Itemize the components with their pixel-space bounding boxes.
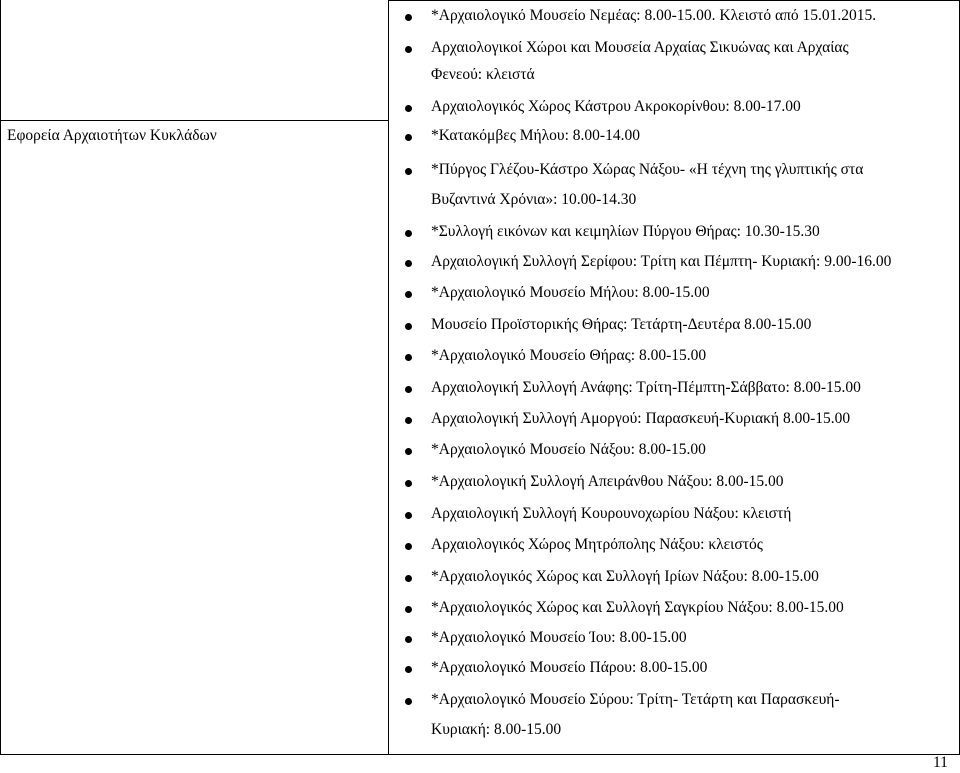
bullet-icon <box>405 698 412 705</box>
list-item-text: Μουσείο Προϊστορικής Θήρας: Τετάρτη-Δευτέρα 8.00-15.00 <box>431 316 812 333</box>
list-item-text: *Κατακόμβες Μήλου: 8.00-14.00 <box>431 127 640 144</box>
list-item-text: *Αρχαιολογικό Μουσείο Μήλου: 8.00-15.00 <box>431 284 710 301</box>
page-number: 11 <box>933 754 948 771</box>
list-item-text: Αρχαιολογικός Χώρος Μητρόπολης Νάξου: κλειστός <box>431 536 763 553</box>
ephoreia-cell: Εφορεία Αρχαιοτήτων Κυκλάδων <box>7 127 217 144</box>
list-item-text-continued: Φενεού: κλειστά <box>431 66 535 83</box>
table-border-left <box>0 0 1 755</box>
list-item-text: *Συλλογή εικόνων και κειμηλίων Πύργου Θήρας: 10.30-15.30 <box>431 223 820 240</box>
bullet-icon <box>405 575 412 582</box>
bullet-icon <box>405 323 412 330</box>
list-item-text: Αρχαιολογικοί Χώροι και Μουσεία Αρχαίας Σικυώνας και Αρχαίας <box>431 39 849 56</box>
bullet-icon <box>405 512 412 519</box>
bullet-icon <box>405 636 412 643</box>
list-item-text: *Αρχαιολογικό Μουσείο Νάξου: 8.00-15.00 <box>431 441 706 458</box>
list-item-text: *Αρχαιολογικός Χώρος και Συλλογή Σαγκρίου Νάξου: 8.00-15.00 <box>431 599 844 616</box>
bullet-icon <box>405 480 412 487</box>
bullet-icon <box>405 291 412 298</box>
list-item-text: Αρχαιολογική Συλλογή Αμοργού: Παρασκευή-Κυριακή 8.00-15.00 <box>431 410 851 427</box>
table-column-divider <box>388 0 389 755</box>
bullet-icon <box>405 260 412 267</box>
list-item-text: Αρχαιολογική Συλλογή Ανάφης: Τρίτη-Πέμπτη-Σάββατο: 8.00-15.00 <box>431 379 861 396</box>
bullet-icon <box>405 666 412 673</box>
bullet-icon <box>405 417 412 424</box>
bullet-icon <box>405 448 412 455</box>
table-border-bottom <box>0 754 960 755</box>
list-item-text-continued: Κυριακή: 8.00-15.00 <box>431 721 562 738</box>
bullet-icon <box>405 606 412 613</box>
list-item-text: Αρχαιολογική Συλλογή Σερίφου: Τρίτη και Πέμπτη- Κυριακή: 9.00-16.00 <box>431 253 892 270</box>
list-item-text: Αρχαιολογική Συλλογή Κουρουνοχωρίου Νάξου: κλειστή <box>431 505 792 522</box>
table-border-top <box>388 0 960 1</box>
bullet-icon <box>405 543 412 550</box>
list-item-text: *Αρχαιολογική Συλλογή Απειράνθου Νάξου: 8.00-15.00 <box>431 473 784 490</box>
bullet-icon <box>405 386 412 393</box>
bullet-icon <box>405 168 412 175</box>
bullet-icon <box>405 46 412 53</box>
list-item-text: Αρχαιολογικός Χώρος Κάστρου Ακροκορίνθου: 8.00-17.00 <box>431 98 801 115</box>
bullet-icon <box>405 134 412 141</box>
list-item-text-continued: Βυζαντινά Χρόνια»: 10.00-14.30 <box>431 191 637 208</box>
list-item-text: *Πύργος Γλέζου-Κάστρο Χώρας Νάξου- «Η τέχνη της γλυπτικής στα <box>431 161 864 178</box>
list-item-text: *Αρχαιολογικός Χώρος και Συλλογή Ιρίων Νάξου: 8.00-15.00 <box>431 568 819 585</box>
list-item-text: *Αρχαιολογικό Μουσείο Θήρας: 8.00-15.00 <box>431 347 707 364</box>
list-item-text: *Αρχαιολογικό Μουσείο Πάρου: 8.00-15.00 <box>431 659 708 676</box>
bullet-icon <box>405 354 412 361</box>
bullet-icon <box>405 14 412 21</box>
list-item-text: *Αρχαιολογικό Μουσείο Νεμέας: 8.00-15.00. Κλειστό από 15.01.2015. <box>431 7 877 24</box>
list-item-text: *Αρχαιολογικό Μουσείο Σύρου: Τρίτη- Τετάρτη και Παρασκευή- <box>431 691 840 708</box>
list-item-text: *Αρχαιολογικό Μουσείο Ίου: 8.00-15.00 <box>431 629 687 646</box>
bullet-icon <box>405 230 412 237</box>
bullet-icon <box>405 105 412 112</box>
table-row-divider <box>0 120 389 121</box>
